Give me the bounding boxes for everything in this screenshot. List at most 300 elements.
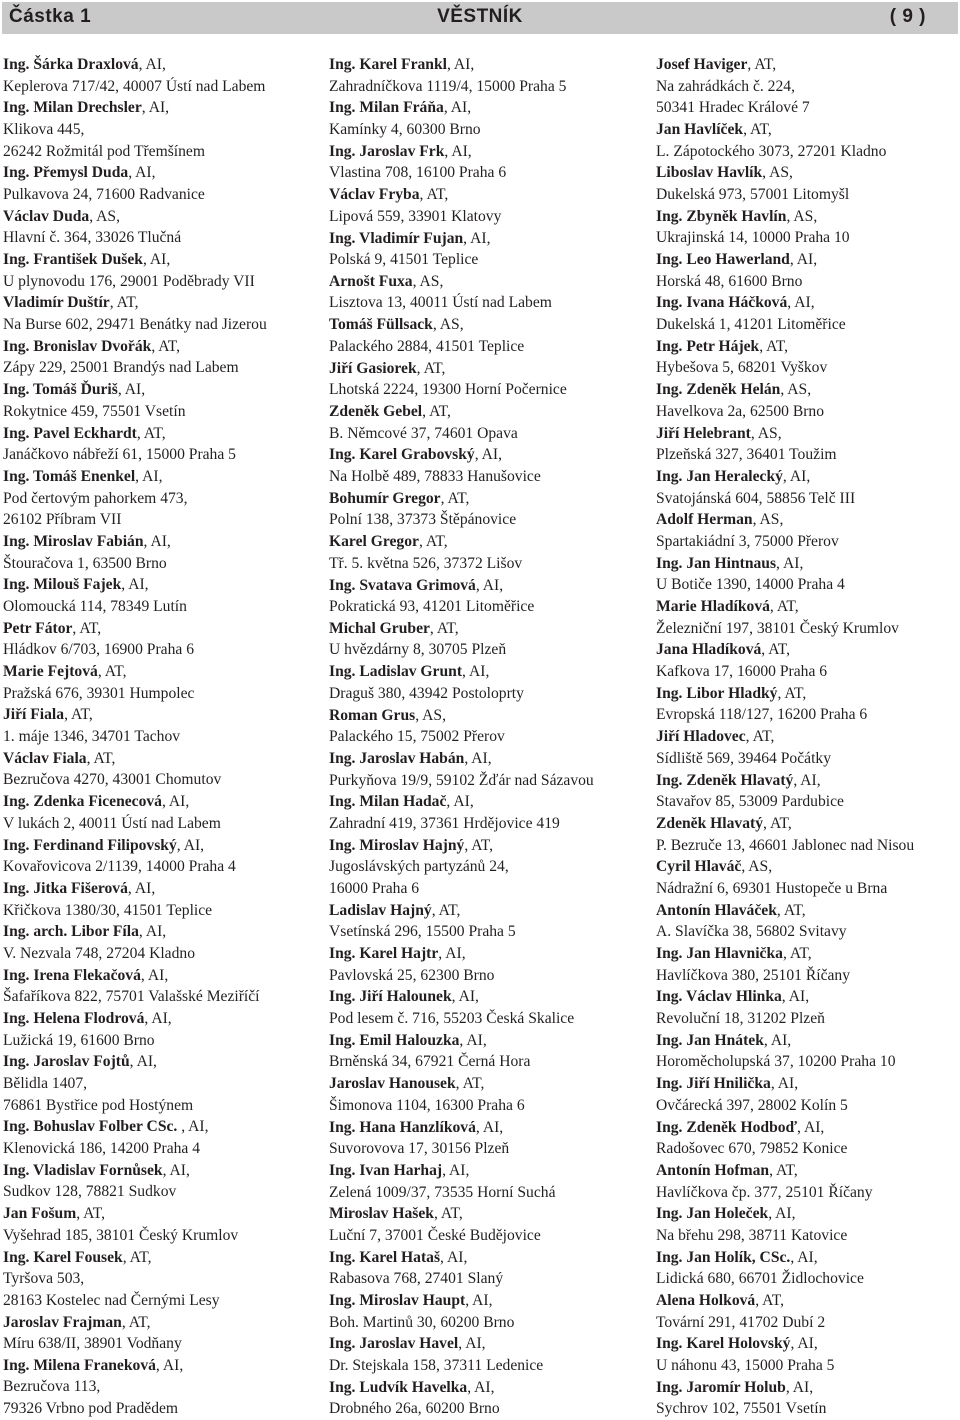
entry-heading: Ing. Jan Holeček, AI, xyxy=(656,1205,796,1223)
directory-entry xyxy=(329,314,645,357)
qualification-category: AI xyxy=(803,1118,821,1136)
qualification-category: AI xyxy=(450,99,468,117)
person-name: Ing. Milan Fráňa xyxy=(329,99,444,117)
qualification-category: AS xyxy=(422,706,443,724)
address-line: Horská 48, 61600 Brno xyxy=(656,272,803,290)
entry-heading: Jan Havlíček, AT, xyxy=(656,120,772,138)
entry-heading: Ing. arch. Libor Fíla, AI, xyxy=(3,923,167,941)
entry-heading: Ing. Vladimír Fujan, AI, xyxy=(329,229,491,247)
qualification-category: AI xyxy=(142,467,159,485)
person-name: Ing. Zdeněk Helán xyxy=(656,381,781,399)
qualification-category: AT xyxy=(783,901,802,919)
person-name: Ing. Zdeněk Hodboď xyxy=(656,1118,797,1136)
directory-entry xyxy=(329,271,645,314)
address-line: Sychrov 102, 75501 Vsetín xyxy=(656,1400,827,1418)
address-line: Klikova 445, xyxy=(3,120,85,138)
qualification-category: AI xyxy=(470,229,487,247)
directory-entry xyxy=(656,1117,956,1160)
address-line: Drobného 26a, 60200 Brno xyxy=(329,1400,500,1418)
person-name: Ing. Helena Flodrová xyxy=(3,1010,145,1028)
directory-entry xyxy=(3,162,319,205)
entry-heading: Václav Fiala, AT, xyxy=(3,749,116,767)
qualification-category: AS xyxy=(439,316,460,334)
qualification-category: AI xyxy=(453,56,471,73)
entry-heading: Ing. Jan Hlavnička, AT, xyxy=(656,945,812,963)
qualification-category: AT xyxy=(754,56,773,73)
qualification-category: AT xyxy=(768,641,787,659)
address-line: 1. máje 1346, 34701 Tachov xyxy=(3,728,181,746)
entry-heading: Miroslav Hašek, AT, xyxy=(329,1205,463,1223)
address-line: 28163 Kostelec nad Černými Lesy xyxy=(3,1291,220,1309)
directory-entry xyxy=(656,336,956,379)
address-line: U náhonu 43, 15000 Praha 5 xyxy=(656,1357,835,1375)
person-name: Michal Gruber xyxy=(329,619,430,637)
person-name: Ing. Karel Grabovský xyxy=(329,446,475,464)
address-line: Plzeňská 327, 36401 Toužim xyxy=(656,446,837,464)
qualification-category: AT xyxy=(784,684,803,702)
qualification-category: AI xyxy=(124,381,142,399)
address-line: Havelkova 2a, 62500 Brno xyxy=(656,402,825,420)
address-line: Palackého 15, 75002 Přerov xyxy=(329,728,505,746)
entry-heading: Ing. Pavel Eckhardt, AT, xyxy=(3,424,166,442)
entry-heading: Ing. Karel Hajtr, AI, xyxy=(329,945,466,963)
person-name: Ing. Svatava Grimová xyxy=(329,576,476,594)
person-name: Ing. Jan Hintnaus xyxy=(656,554,777,572)
qualification-category: AI xyxy=(796,251,814,269)
person-name: Ing. Ladislav Grunt xyxy=(329,663,463,681)
directory-entry xyxy=(3,704,319,747)
directory-entry xyxy=(656,1377,956,1420)
directory-entry xyxy=(656,683,956,726)
qualification-category: AI xyxy=(188,1118,205,1136)
entry-heading: Ing. Jaroslav Habán, AI, xyxy=(329,750,492,767)
qualification-category: AI xyxy=(468,663,486,681)
directory-entry xyxy=(3,791,319,834)
entry-heading: Václav Fryba, AT, xyxy=(329,186,449,204)
entry-heading: Ing. Zbyněk Havlín, AS, xyxy=(656,207,818,225)
address-line: Zelená 1009/37, 73535 Horní Suchá xyxy=(329,1183,556,1201)
qualification-category: AI xyxy=(145,923,163,941)
entry-heading: Ing. Přemysl Duda, AI, xyxy=(3,164,156,182)
address-line: Evropská 118/127, 16200 Praha 6 xyxy=(656,706,868,724)
qualification-category: AI xyxy=(135,164,152,182)
address-line: Hybešova 5, 68201 Vyškov xyxy=(656,359,828,377)
directory-entry xyxy=(329,1160,645,1203)
qualification-category: AT xyxy=(447,489,466,507)
directory-entry xyxy=(329,531,645,574)
person-name: Ing. Miroslav Fabián xyxy=(3,532,144,550)
entry-heading: Ing. Zdeněk Helán, AS, xyxy=(656,381,812,399)
person-name: Václav Fiala xyxy=(3,749,87,767)
directory-entry xyxy=(329,1073,645,1116)
entry-heading: Jaroslav Frajman, AT, xyxy=(3,1313,151,1331)
qualification-category: AI xyxy=(136,1053,154,1071)
directory-entry xyxy=(656,379,956,422)
address-line: Železniční 197, 38101 Český Krumlov xyxy=(656,619,899,637)
person-name: Ing. Karel Fousek xyxy=(3,1248,123,1266)
entry-heading: Ing. Karel Hataš, AI, xyxy=(329,1248,468,1266)
person-name: Adolf Herman xyxy=(656,511,753,529)
qualification-category: AT xyxy=(766,337,785,355)
qualification-category: AT xyxy=(462,1075,481,1093)
qualification-category: AI xyxy=(481,446,499,464)
directory-entry xyxy=(329,97,645,140)
directory-entry xyxy=(329,791,645,834)
address-line: Pavlovská 25, 62300 Brno xyxy=(329,966,495,984)
address-line: Draguš 380, 43942 Postoloprty xyxy=(329,684,524,702)
qualification-category: AI xyxy=(800,771,817,789)
address-line: L. Zápotockého 3073, 27201 Kladno xyxy=(656,142,887,160)
person-name: Ing. Tomáš Enenkel xyxy=(3,467,136,485)
address-line: Šimonova 1104, 16300 Praha 6 xyxy=(329,1096,525,1114)
directory-entry xyxy=(3,1355,319,1420)
address-line: Sudkov 128, 78821 Sudkov xyxy=(3,1183,177,1201)
person-name: Marie Fejtová xyxy=(3,663,98,681)
directory-entry xyxy=(656,1073,956,1116)
qualification-category: AI xyxy=(458,988,476,1006)
qualification-category: AI xyxy=(775,1205,792,1223)
person-name: Bohumír Gregor xyxy=(329,489,441,507)
entry-heading: Ing. Václav Hlinka, AI, xyxy=(656,988,810,1006)
directory-entry xyxy=(656,900,956,943)
person-name: Ing. Pavel Eckhardt xyxy=(3,424,137,442)
directory-entry xyxy=(3,1116,319,1159)
person-name: Ing. Jaroslav Frk xyxy=(329,142,445,160)
qualification-category: AI xyxy=(472,1292,489,1310)
address-line: A. Slavíčka 38, 56802 Svitavy xyxy=(656,923,847,941)
person-name: Ladislav Hajný xyxy=(329,901,432,919)
entry-heading: Antonín Hofman, AT, xyxy=(656,1161,798,1179)
directory-entry xyxy=(656,943,956,986)
address-line: Palackého 2884, 41501 Teplice xyxy=(329,337,525,355)
address-line: U hvězdárny 8, 30705 Plzeň xyxy=(329,641,507,659)
qualification-category: AT xyxy=(423,359,442,377)
address-line: Svatojánská 604, 58856 Telč III xyxy=(656,489,856,507)
directory-entry xyxy=(3,965,319,1008)
qualification-category: AI xyxy=(794,294,811,312)
qualification-category: AT xyxy=(776,598,795,616)
directory-entry xyxy=(329,618,645,661)
directory-entry xyxy=(3,574,319,617)
directory-entry xyxy=(3,249,319,292)
person-name: Václav Duda xyxy=(3,207,90,225)
address-line: U plynovodu 176, 29001 Poděbrady VII xyxy=(3,272,255,290)
person-name: Ing. Jitka Fišerová xyxy=(3,879,128,897)
person-name: Roman Grus xyxy=(329,706,416,724)
address-line: Tyršova 503, xyxy=(3,1270,85,1288)
address-line: Jugoslávských partyzánů 24, xyxy=(329,858,509,876)
qualification-category: AT xyxy=(426,186,445,204)
page-number: ( 9 ) xyxy=(889,6,926,27)
entry-heading: Ing. Ivana Háčková, AI, xyxy=(656,294,815,312)
directory-entry xyxy=(656,596,956,639)
directory-entry xyxy=(656,1160,956,1203)
directory-entry xyxy=(329,705,645,748)
directory-entry xyxy=(656,639,956,682)
address-line: Zahradní 419, 37361 Hrdějovice 419 xyxy=(329,814,560,832)
person-name: Jaroslav Hanousek xyxy=(329,1075,456,1093)
directory-entry xyxy=(3,921,319,964)
qualification-category: AI xyxy=(474,1378,491,1396)
directory-entry xyxy=(329,748,645,791)
qualification-category: AT xyxy=(129,1248,148,1266)
entry-heading: Cyril Hlaváč, AS, xyxy=(656,858,773,876)
directory-entry xyxy=(3,292,319,335)
qualification-category: AS xyxy=(96,207,117,225)
directory-entry xyxy=(656,1247,956,1290)
entry-heading: Josef Haviger, AT, xyxy=(656,56,777,73)
person-name: Cyril Hlaváč xyxy=(656,858,742,876)
directory-entry xyxy=(656,119,956,162)
qualification-category: AT xyxy=(769,814,788,832)
qualification-category: AS xyxy=(787,381,808,399)
person-name: Tomáš Füllsack xyxy=(329,316,433,334)
directory-entry xyxy=(329,1203,645,1246)
qualification-category: AI xyxy=(162,1356,180,1374)
directory-entry xyxy=(3,878,319,921)
entry-heading: Ing. Ferdinand Filipovský, AI, xyxy=(3,836,205,854)
person-name: Ing. Ivana Háčková xyxy=(656,294,788,312)
person-name: Ing. Šárka Draxlová xyxy=(3,56,139,73)
address-line: Pod lesem č. 716, 55203 Česká Skalice xyxy=(329,1010,575,1028)
entry-heading: Ing. Milan Hadač, AI, xyxy=(329,793,474,811)
entry-heading: Bohumír Gregor, AT, xyxy=(329,489,470,507)
directory-entry xyxy=(329,1377,645,1420)
person-name: Marie Hladíková xyxy=(656,598,770,616)
directory-entry xyxy=(3,1008,319,1051)
qualification-category: AI xyxy=(150,532,167,550)
directory-entry xyxy=(329,661,645,704)
person-name: Ing. Bohuslav Folber CSc. xyxy=(3,1118,182,1136)
directory-entry xyxy=(3,336,319,379)
directory-entry xyxy=(3,206,319,249)
entry-heading: Jiří Fiala, AT, xyxy=(3,706,93,724)
directory-entry xyxy=(656,856,956,899)
entry-heading: Ing. Jan Heralecký, AI, xyxy=(656,467,811,485)
person-name: Josef Haviger xyxy=(656,56,748,73)
address-line: Spartakiádní 3, 75000 Přerov xyxy=(656,532,839,550)
person-name: Ing. Karel Hataš xyxy=(329,1248,441,1266)
entry-heading: Ing. Zdenka Ficenecová, AI, xyxy=(3,793,190,811)
directory-entry xyxy=(656,813,956,856)
entry-heading: Ing. Šárka Draxlová, AI, xyxy=(3,56,166,73)
address-line: Vlastina 708, 16100 Praha 6 xyxy=(329,164,507,182)
entry-heading: Zdeněk Hlavatý, AT, xyxy=(656,814,792,832)
qualification-category: AI xyxy=(445,945,462,963)
address-line: Rokytnice 459, 75501 Vsetín xyxy=(3,402,186,420)
address-line: Hlavní č. 364, 33026 Tlučná xyxy=(3,229,182,247)
address-line: Bezručova 113, xyxy=(3,1378,101,1396)
entry-heading: Ing. Vladislav Fornůsek, AI, xyxy=(3,1161,190,1179)
entry-heading: Ing. Emil Halouzka, AI, xyxy=(329,1031,487,1049)
entry-heading: Ing. Jiří Hnilička, AI, xyxy=(656,1075,799,1093)
entry-heading: Alena Holková, AT, xyxy=(656,1292,784,1310)
directory-entry xyxy=(329,986,645,1029)
entry-heading: Ing. Jiří Halounek, AI, xyxy=(329,988,479,1006)
qualification-category: AT xyxy=(762,1292,781,1310)
directory-entry xyxy=(656,1203,956,1246)
directory-entry xyxy=(329,575,645,618)
directory-entry xyxy=(3,835,319,878)
directory-entry xyxy=(656,206,956,249)
person-name: Ing. Vladislav Fornůsek xyxy=(3,1161,163,1179)
directory-entry xyxy=(329,358,645,401)
directory-entry xyxy=(3,1312,319,1355)
address-line: Na zahrádkách č. 224, xyxy=(656,77,795,95)
person-name: Ing. Tomáš Ďuriš xyxy=(3,381,118,399)
qualification-category: AT xyxy=(752,728,771,746)
address-line: U Botiče 1390, 14000 Praha 4 xyxy=(656,576,845,594)
qualification-category: AI xyxy=(446,1248,464,1266)
address-line: Nádražní 6, 69301 Hustopeče u Brna xyxy=(656,879,888,897)
person-name: Karel Gregor xyxy=(329,533,419,551)
entry-heading: Michal Gruber, AT, xyxy=(329,619,459,637)
entry-heading: Jana Hladíková, AT, xyxy=(656,641,791,659)
entry-heading: Petr Fátor, AT, xyxy=(3,619,102,637)
qualification-category: AI xyxy=(482,1118,500,1136)
directory-entry xyxy=(656,466,956,509)
directory-entry xyxy=(3,531,319,574)
qualification-category: AT xyxy=(750,120,768,138)
directory-entry xyxy=(3,97,319,162)
address-line: Horoměcholupská 37, 10200 Praha 10 xyxy=(656,1053,896,1071)
person-name: Ing. Miroslav Haupt xyxy=(329,1292,466,1310)
qualification-category: AI xyxy=(449,1161,466,1179)
qualification-category: AI xyxy=(168,793,186,811)
person-name: Jiří Gasiorek xyxy=(329,359,417,377)
entry-heading: Ing. Zdeněk Hodboď, AI, xyxy=(656,1118,825,1136)
entry-heading: Ing. Bohuslav Folber CSc. , AI, xyxy=(3,1118,209,1136)
entry-heading: Ing. Svatava Grimová, AI, xyxy=(329,576,504,594)
person-name: Alena Holková xyxy=(656,1292,756,1310)
address-line: 50341 Hradec Králové 7 xyxy=(656,99,810,117)
directory-entry xyxy=(329,1030,645,1073)
address-line: Polní 138, 37373 Štěpánovice xyxy=(329,511,517,529)
entry-heading: Ing. Milouš Fajek, AI, xyxy=(3,576,149,594)
column-2 xyxy=(329,54,645,1420)
qualification-category: AT xyxy=(440,1205,459,1223)
person-name: Arnošt Fuxa xyxy=(329,272,413,290)
entry-heading: Ing. Miroslav Fabián, AI, xyxy=(3,532,171,550)
address-line: Luční 7, 37001 České Budějovice xyxy=(329,1226,541,1244)
directory-entry xyxy=(656,553,956,596)
address-line: Boh. Martinů 30, 60200 Brno xyxy=(329,1313,515,1331)
directory-entry xyxy=(656,1030,956,1073)
qualification-category: AI xyxy=(151,1010,168,1028)
person-name: Jiří Hladovec xyxy=(656,728,746,746)
qualification-category: AI xyxy=(134,879,152,897)
address-line: Purkyňova 19/9, 59102 Žďár nad Sázavou xyxy=(329,771,594,789)
person-name: Ing. Ivan Harhaj xyxy=(329,1161,443,1179)
entry-heading: Jan Fošum, AT, xyxy=(3,1205,105,1223)
entry-heading: Marie Fejtová, AT, xyxy=(3,663,127,681)
address-line: Lhotská 2224, 19300 Horní Počernice xyxy=(329,381,567,399)
qualification-category: AI xyxy=(788,988,806,1006)
person-name: Ing. Jan Heralecký xyxy=(656,467,783,485)
directory-entry xyxy=(329,1247,645,1290)
qualification-category: AI xyxy=(145,56,162,73)
address-line: Tovární 291, 41702 Dubí 2 xyxy=(656,1313,826,1331)
qualification-category: AT xyxy=(429,403,447,420)
address-line: B. Němcové 37, 74601 Opava xyxy=(329,424,518,442)
person-name: Liboslav Havlík xyxy=(656,164,763,182)
address-line: Pokratická 93, 41201 Litoměřice xyxy=(329,598,535,616)
directory-entry xyxy=(656,249,956,292)
person-name: Ing. Milan Drechsler xyxy=(3,99,142,117)
qualification-category: AT xyxy=(143,424,162,442)
directory-entry xyxy=(656,1290,956,1333)
address-line: Kamínky 4, 60300 Brno xyxy=(329,120,481,138)
entry-heading: Jiří Helebrant, AS, xyxy=(656,424,782,442)
address-line: Bělidla 1407, xyxy=(3,1075,88,1093)
journal-title: VĚSTNÍK xyxy=(437,6,523,27)
entry-heading: Ing. Ludvík Havelka, AI, xyxy=(329,1378,495,1396)
entry-heading: Ing. Jaroslav Havel, AI, xyxy=(329,1335,486,1353)
entry-heading: Ing. Tomáš Enenkel, AI, xyxy=(3,467,163,485)
qualification-category: AI xyxy=(770,1031,788,1049)
column-1 xyxy=(3,54,319,1420)
address-line: Radošovec 670, 79852 Konice xyxy=(656,1140,848,1158)
directory-entry xyxy=(3,1051,319,1116)
entry-heading: Ing. Karel Fousek, AT, xyxy=(3,1248,152,1266)
entry-heading: Roman Grus, AS, xyxy=(329,706,446,724)
qualification-category: AT xyxy=(71,706,89,724)
directory-entry xyxy=(3,423,319,466)
directory-entry xyxy=(3,379,319,422)
entry-heading: Ing. Karel Holovský, AI, xyxy=(656,1335,818,1353)
entry-heading: Ing. Miroslav Haupt, AI, xyxy=(329,1292,493,1310)
qualification-category: AI xyxy=(453,793,470,811)
address-line: Na Holbě 489, 78833 Hanušovice xyxy=(329,467,541,485)
person-name: Miroslav Hašek xyxy=(329,1205,434,1223)
entry-heading: Ing. Miroslav Hajný, AT, xyxy=(329,836,494,854)
person-name: Ing. Emil Halouzka xyxy=(329,1031,460,1049)
address-line: Suvorovova 17, 30156 Plzeň xyxy=(329,1140,510,1158)
entry-heading: Ing. Jitka Fišerová, AI, xyxy=(3,879,156,897)
qualification-category: AI xyxy=(128,576,145,594)
directory-entry xyxy=(3,1203,319,1246)
person-name: Jan Fošum xyxy=(3,1205,77,1223)
qualification-category: AI xyxy=(147,966,165,984)
qualification-category: AT xyxy=(93,749,112,767)
qualification-category: AT xyxy=(158,337,177,355)
directory-entry xyxy=(3,661,319,704)
person-name: Ing. Karel Holovský xyxy=(656,1335,791,1353)
directory-entry xyxy=(329,943,645,986)
qualification-category: AT xyxy=(436,619,455,637)
address-line: Dr. Stejskala 158, 37311 Ledenice xyxy=(329,1357,544,1375)
entry-heading: Ing. Petr Hájek, AT, xyxy=(656,337,788,355)
address-line: Šafaříkova 822, 75701 Valašské Meziříčí xyxy=(3,988,260,1006)
qualification-category: AS xyxy=(757,424,778,442)
address-line: Havlíčkova 380, 25101 Říčany xyxy=(656,966,851,984)
entry-heading: Antonín Hlaváček, AT, xyxy=(656,901,806,919)
person-name: Jiří Helebrant xyxy=(656,424,751,442)
entry-heading: Ing. Libor Hladký, AT, xyxy=(656,684,807,702)
person-name: Ing. Karel Hajtr xyxy=(329,945,439,963)
address-line: Lužická 19, 61600 Brno xyxy=(3,1031,155,1049)
qualification-category: AS xyxy=(419,272,440,290)
address-line: Pražská 676, 39301 Humpolec xyxy=(3,684,195,702)
person-name: Petr Fátor xyxy=(3,619,73,637)
qualification-category: AI xyxy=(792,1378,810,1396)
entry-heading: Ing. Ivan Harhaj, AI, xyxy=(329,1161,470,1179)
directory-entry xyxy=(656,292,956,335)
address-line: Dukelská 973, 57001 Litomyšl xyxy=(656,185,850,203)
qualification-category: AS xyxy=(769,164,790,182)
qualification-category: AI xyxy=(471,750,488,767)
entry-heading: Ing. Jaroslav Frk, AI, xyxy=(329,142,472,160)
